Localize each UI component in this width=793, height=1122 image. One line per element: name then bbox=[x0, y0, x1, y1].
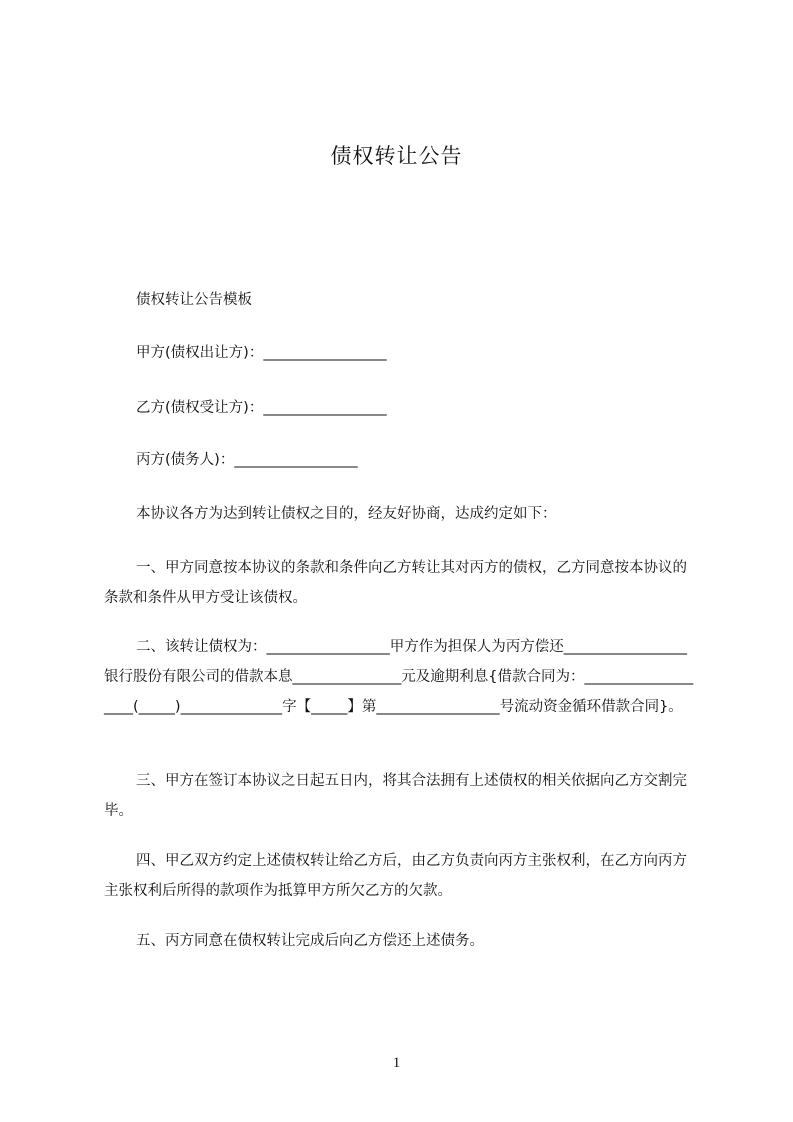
party-b-line: 乙方(债权受让方)：_________________ bbox=[136, 400, 387, 416]
clause-1: 一、甲方同意按本协议的条款和条件向乙方转让其对丙方的债权，乙方同意按本协议的条款和条件从甲方受让该债权。 bbox=[104, 560, 687, 606]
clause-3: 三、甲方在签订本协议之日起五日内，将其合法拥有上述债权的相关依据向乙方交割完毕。 bbox=[104, 773, 687, 819]
agreement-intro: 本协议各方为达到转让债权之目的，经友好协商，达成约定如下： bbox=[136, 506, 557, 522]
template-subtitle: 债权转让公告模板 bbox=[136, 292, 252, 308]
party-a-line: 甲方(债权出让方)：_________________ bbox=[136, 345, 387, 361]
party-c-line: 丙方(债务人)：_________________ bbox=[136, 452, 358, 468]
clause-5: 五、丙方同意在债权转让完成后向乙方偿还上述债务。 bbox=[136, 933, 484, 949]
clause-2: 二、该转让债权为：_________________甲方作为担保人为丙方偿还_________________银行股份有限公司的借款本息_______________元及逾期利息{借款合同为：___________________(_____)______________字【_____】第_________________号流动资金循环借款合同}。 bbox=[104, 639, 694, 715]
clause-4: 四、甲乙双方约定上述债权转让给乙方后，由乙方负责向丙方主张权利，在乙方向丙方主张权利后所得的款项作为抵算甲方所欠乙方的欠款。 bbox=[104, 853, 687, 899]
document-title: 债权转让公告 bbox=[330, 144, 463, 168]
page-number: 1 bbox=[392, 1055, 401, 1071]
